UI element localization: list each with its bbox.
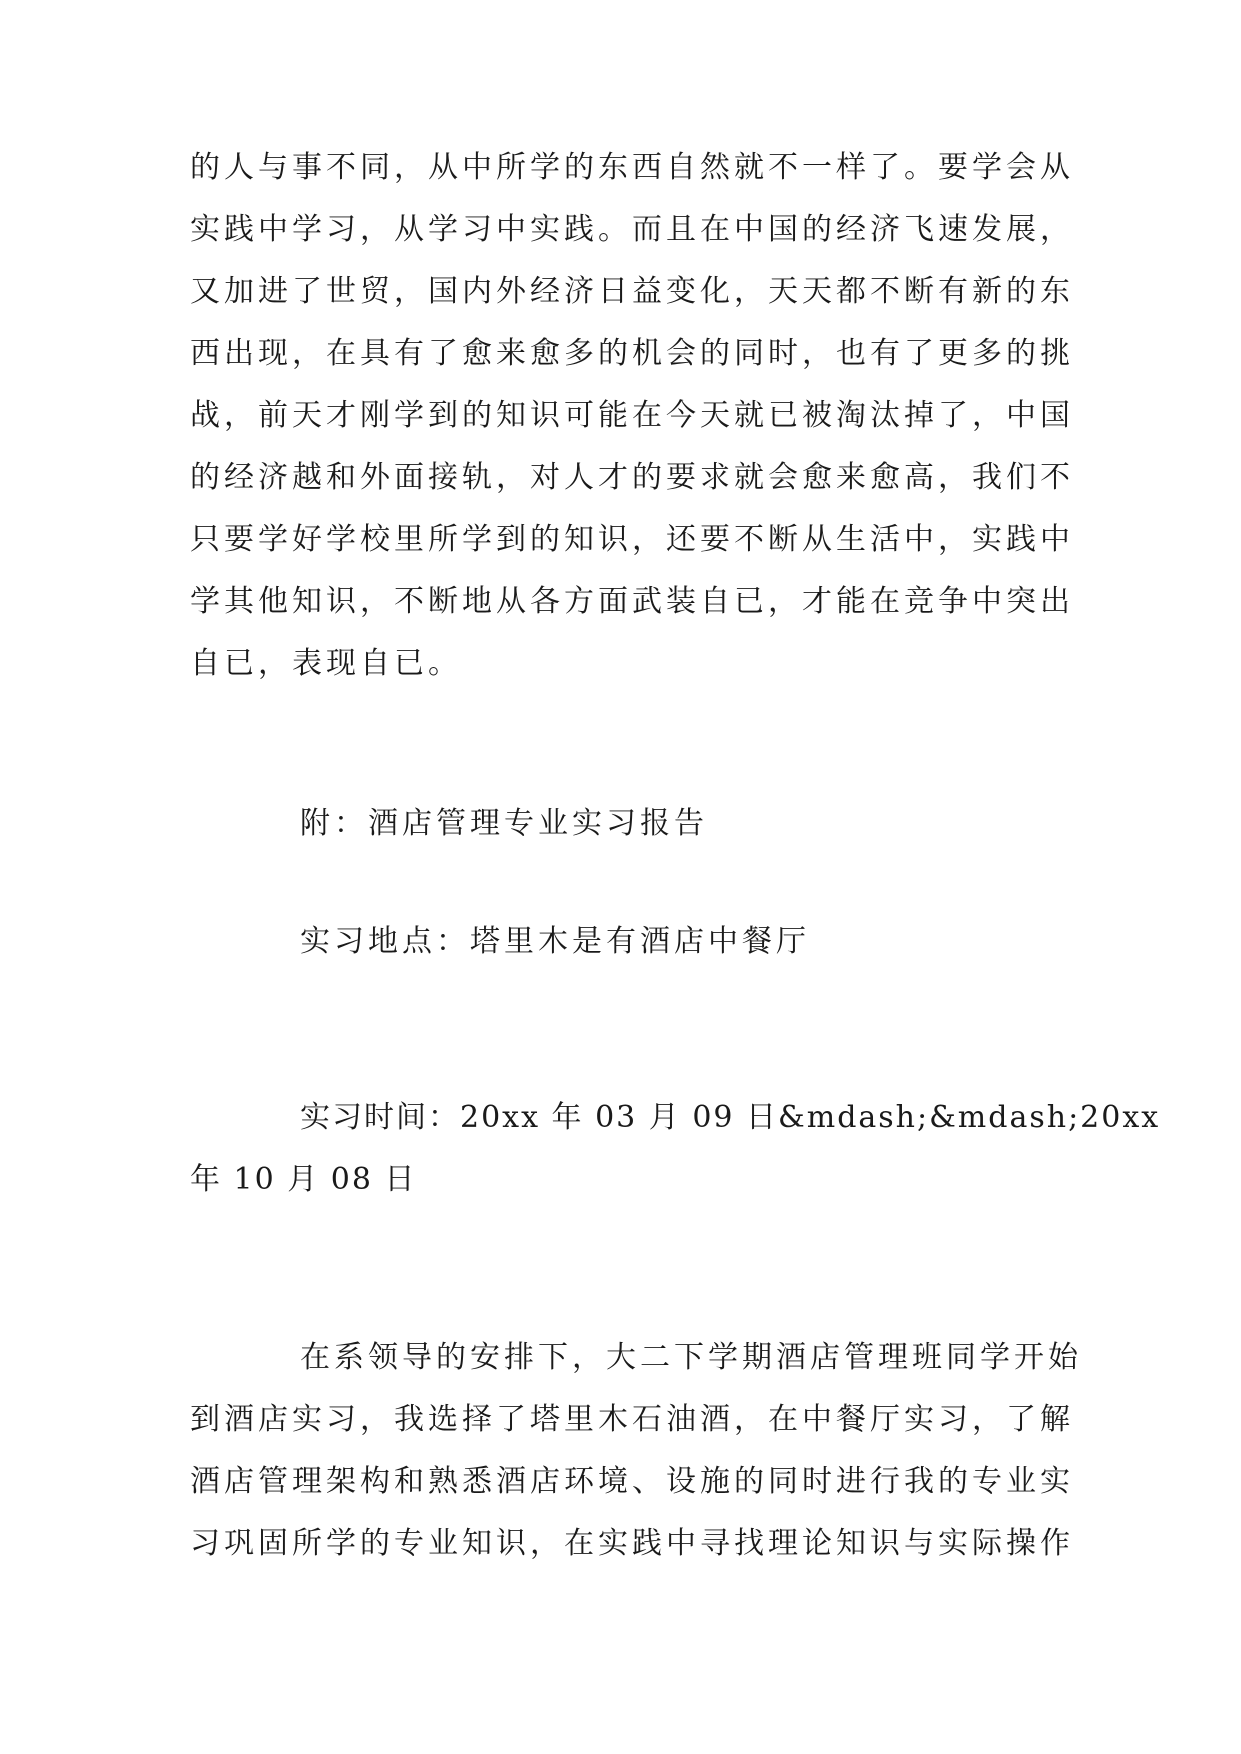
paragraph-line: 战，前天才刚学到的知识可能在今天就已被淘汰掉了，中国: [190, 398, 1074, 433]
paragraph-line: 的人与事不同，从中所学的东西自然就不一样了。要学会从: [190, 150, 1074, 185]
paragraph-line: 到酒店实习，我选择了塔里木石油酒，在中餐厅实习，了解: [190, 1402, 1074, 1437]
appendix-title: 附：酒店管理专业实习报告: [300, 806, 708, 841]
paragraph-line: 在系领导的安排下，大二下学期酒店管理班同学开始: [300, 1340, 1082, 1375]
internship-time: 实习时间：20xx 年 03 月 09 日&mdash;&mdash;20xx: [300, 1100, 1161, 1135]
paragraph-line: 只要学好学校里所学到的知识，还要不断从生活中，实践中: [190, 522, 1074, 557]
internship-time-continued: 年 10 月 08 日: [190, 1162, 417, 1197]
paragraph-line: 实践中学习，从学习中实践。而且在中国的经济飞速发展，: [190, 212, 1074, 247]
paragraph-line: 自已，表现自已。: [190, 646, 462, 681]
internship-location: 实习地点：塔里木是有酒店中餐厅: [300, 924, 810, 959]
paragraph-line: 西出现，在具有了愈来愈多的机会的同时，也有了更多的挑: [190, 336, 1074, 371]
paragraph-line: 的经济越和外面接轨，对人才的要求就会愈来愈高，我们不: [190, 460, 1074, 495]
paragraph-line: 酒店管理架构和熟悉酒店环境、设施的同时进行我的专业实: [190, 1464, 1074, 1499]
paragraph-line: 学其他知识，不断地从各方面武装自已，才能在竞争中突出: [190, 584, 1074, 619]
paragraph-line: 习巩固所学的专业知识，在实践中寻找理论知识与实际操作: [190, 1526, 1074, 1561]
paragraph-line: 又加进了世贸，国内外经济日益变化，天天都不断有新的东: [190, 274, 1074, 309]
